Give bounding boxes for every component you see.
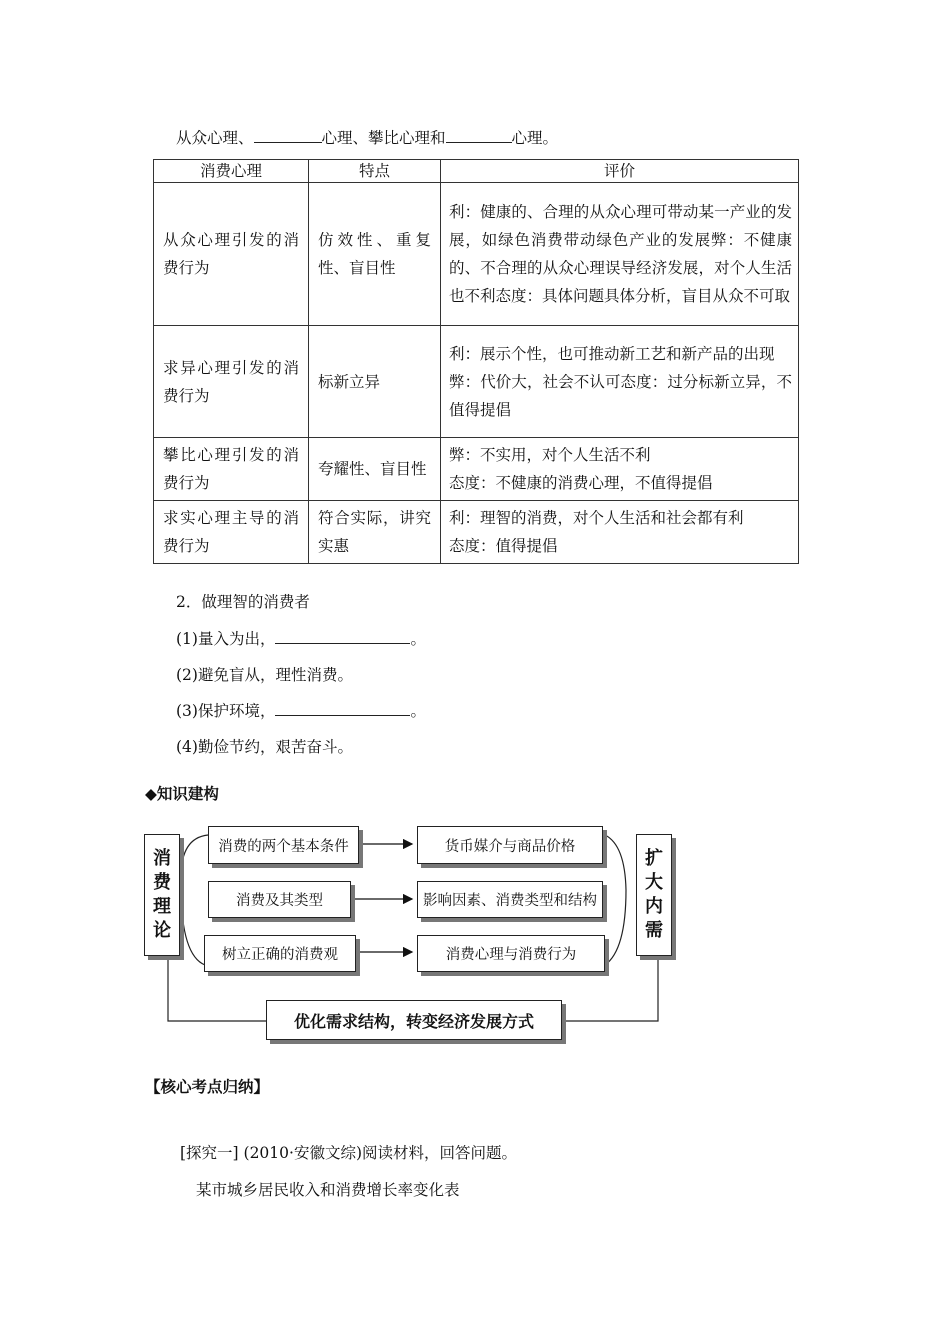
list-item-text: (3)保护环境， bbox=[176, 702, 276, 720]
features-cell: 夸耀性、盲目性 bbox=[309, 438, 441, 501]
diagram-box-conditions: 消费的两个基本条件 bbox=[208, 826, 359, 864]
right-label-char: 需 bbox=[645, 920, 663, 941]
list-item-text: (4)勤俭节约，艰苦奋斗。 bbox=[176, 738, 353, 756]
list-item-suffix: 。 bbox=[410, 630, 426, 648]
header-features: 特点 bbox=[309, 160, 441, 183]
diagram-box-types: 消费及其类型 bbox=[208, 881, 351, 918]
diagram-box-optimize: 优化需求结构，转变经济发展方式 bbox=[266, 1000, 562, 1040]
psychology-cell: 求实心理主导的消费行为 bbox=[154, 501, 309, 564]
evaluation-line: 态度：不健康的消费心理，不值得提倡 bbox=[449, 474, 713, 492]
diagram-box-outlook: 树立正确的消费观 bbox=[204, 935, 356, 972]
list-item-suffix: 。 bbox=[410, 702, 426, 720]
evaluation-line: 弊：不实用，对个人生活不利 bbox=[449, 446, 651, 464]
diagram-box-psychology: 消费心理与消费行为 bbox=[417, 935, 605, 972]
header-psychology: 消费心理 bbox=[154, 160, 309, 183]
left-label-char: 消 bbox=[153, 848, 171, 869]
core-heading: 【核心考点归纳】 bbox=[145, 1078, 270, 1096]
diagram-box-factors: 影响因素、消费类型和结构 bbox=[417, 881, 603, 918]
psychology-cell: 攀比心理引发的消费行为 bbox=[154, 438, 309, 501]
section2-title: 2．做理智的消费者 bbox=[176, 593, 310, 611]
expand-demand-box bbox=[636, 834, 672, 956]
explore-line: [探究一] (2010·安徽文综)阅读材料，回答问题。 bbox=[180, 1144, 517, 1162]
evaluation-line: 态度：值得提倡 bbox=[449, 537, 558, 555]
consumption-theory-box bbox=[144, 834, 180, 956]
table-caption: 某市城乡居民收入和消费增长率变化表 bbox=[196, 1181, 460, 1199]
features-cell: 标新立异 bbox=[309, 326, 441, 438]
right-label-char: 扩 bbox=[645, 848, 663, 869]
left-label-char: 论 bbox=[153, 920, 171, 941]
psychology-cell: 从众心理引发的消费行为 bbox=[154, 183, 309, 326]
psychology-cell: 求异心理引发的消费行为 bbox=[154, 326, 309, 438]
header-evaluation: 评价 bbox=[441, 160, 799, 183]
left-label-char: 费 bbox=[153, 872, 171, 893]
intro-part1: 从众心理、 bbox=[176, 129, 254, 147]
evaluation-line: 弊：代价大，社会不认可态度：过分标新立异，不值得提倡 bbox=[449, 372, 792, 419]
diagram-box-money: 货币媒介与商品价格 bbox=[417, 826, 603, 864]
right-label-char: 大 bbox=[645, 872, 663, 893]
list-item-text: (2)避免盲从，理性消费。 bbox=[176, 666, 353, 684]
right-label-char: 内 bbox=[645, 896, 663, 917]
right-bracket bbox=[605, 835, 626, 965]
intro-part2: 心理、攀比心理和 bbox=[321, 129, 446, 147]
evaluation-line: 利：展示个性，也可推动新工艺和新产品的出现 bbox=[449, 344, 775, 363]
left-label-char: 理 bbox=[153, 896, 171, 917]
intro-part3: 心理。 bbox=[511, 129, 559, 147]
list-item-text: (1)量入为出， bbox=[176, 630, 276, 648]
knowledge-heading: ◆知识建构 bbox=[145, 785, 219, 803]
evaluation-text: 利：健康的、合理的从众心理可带动某一产业的发展，如绿色消费带动绿色产业的发展弊：不健康的、不合理的从众心理误导经济发展，对个人生活也不利态度：具体问题具体分析，盲目从众不可取 bbox=[449, 203, 792, 305]
evaluation-line: 利：理智的消费，对个人生活和社会都有利 bbox=[449, 509, 744, 527]
features-cell: 仿效性、重复性、盲目性 bbox=[309, 183, 441, 326]
features-cell: 符合实际，讲究实惠 bbox=[309, 501, 441, 564]
